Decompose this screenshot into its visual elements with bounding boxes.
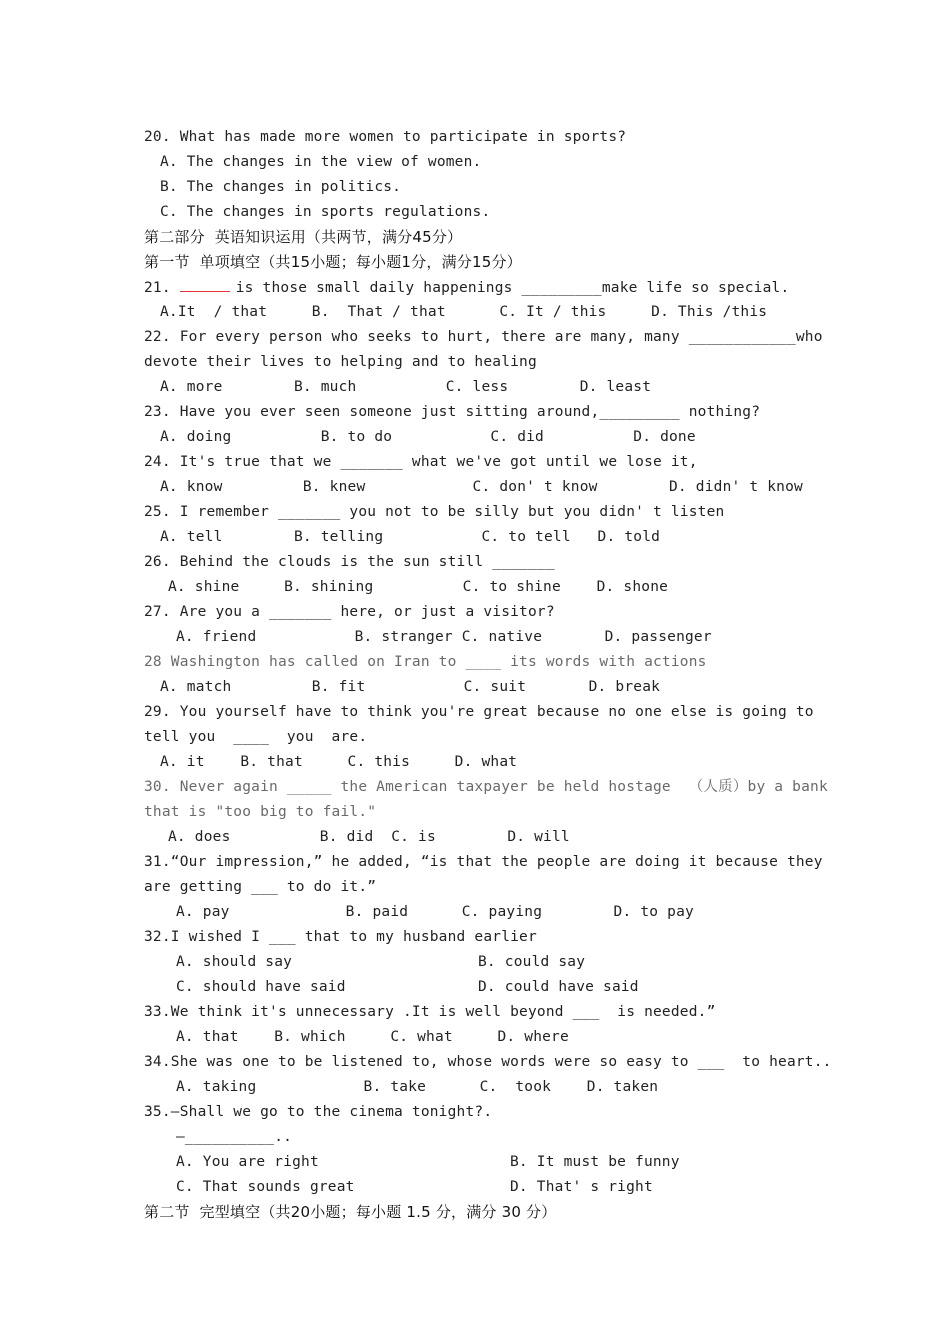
q24-stem: 24. It's true that we _______ what we've got until we lose it, [144, 454, 698, 470]
q33-stem: 33.We think it's unnecessary .It is well beyond ___ is needed.” [144, 1004, 716, 1020]
q32-stem: 32.I wished I ___ that to my husband earlier [144, 929, 537, 945]
q20-stem: 20. What has made more women to participate in sports? [144, 129, 627, 145]
q35-stem: 35.—Shall we go to the cinema tonight?. [144, 1104, 493, 1120]
q23-stem: 23. Have you ever seen someone just sitting around,_________ nothing? [144, 404, 761, 420]
q32-option-b: B. could say [478, 954, 586, 970]
section2-heading: 第二节 完型填空（共20小题；每小题 1.5 分，满分 30 分） [144, 1203, 557, 1221]
q34-options: A. taking B. take C. took D. taken [176, 1079, 659, 1095]
q21-red-blank [180, 277, 230, 292]
q29-stem-line1: 29. You yourself have to think you're great because no one else is going to [144, 704, 814, 720]
q33-options: A. that B. which C. what D. where [176, 1029, 569, 1045]
q22-stem-line1: 22. For every person who seeks to hurt, there are many, many ____________who [144, 329, 823, 345]
q30-options: A. does B. did C. is D. will [168, 829, 570, 845]
q34-stem: 34.She was one to be listened to, whose words were so easy to ___ to heart.. [144, 1054, 832, 1070]
q20-option-c: C. The changes in sports regulations. [160, 204, 491, 220]
part2-heading: 第二部分 英语知识运用（共两节，满分45分） [144, 228, 463, 246]
q20-option-b: B. The changes in politics. [160, 179, 402, 195]
section1-heading: 第一节 单项填空（共15小题；每小题1分，满分15分） [144, 253, 522, 271]
q28-stem: 28 Washington has called on Iran to ____ its words with actions [144, 654, 707, 670]
q21-stem [144, 277, 789, 298]
q20-option-a: A. The changes in the view of women. [160, 154, 482, 170]
q23-options: A. doing B. to do C. did D. done [160, 429, 696, 445]
q28-options: A. match B. fit C. suit D. break [160, 679, 661, 695]
q25-stem: 25. I remember _______ you not to be silly but you didn' t listen [144, 504, 725, 520]
q24-options: A. know B. knew C. don' t know D. didn' t know [160, 479, 803, 495]
q22-options: A. more B. much C. less D. least [160, 379, 652, 395]
q26-options: A. shine B. shining C. to shine D. shone [168, 579, 669, 595]
q35-reply: —__________.. [176, 1129, 293, 1145]
q30-stem-line1: 30. Never again _____ the American taxpayer be held hostage （人质）by a bank [144, 779, 828, 795]
q31-options: A. pay B. paid C. paying D. to pay [176, 904, 694, 920]
q35-option-c: C. That sounds great [176, 1179, 355, 1195]
q29-stem-line2: tell you ____ you are. [144, 729, 368, 745]
q25-options: A. tell B. telling C. to tell D. told [160, 529, 661, 545]
q32-option-a: A. should say [176, 954, 293, 970]
q32-option-d: D. could have said [478, 979, 639, 995]
q21-number: 21. [144, 280, 171, 296]
q31-stem-line2: are getting ___ to do it.” [144, 879, 377, 895]
q30-stem-line2: that is "too big to fail." [144, 804, 377, 820]
q27-options: A. friend B. stranger C. native D. passenger [176, 629, 712, 645]
q35-option-d: D. That' s right [510, 1179, 653, 1195]
q21-stem-text: is those small daily happenings _________make life so special. [235, 280, 790, 296]
q26-stem: 26. Behind the clouds is the sun still _______ [144, 554, 555, 570]
q27-stem: 27. Are you a _______ here, or just a visitor? [144, 604, 555, 620]
q32-option-c: C. should have said [176, 979, 346, 995]
q29-options: A. it B. that C. this D. what [160, 754, 518, 770]
q22-stem-line2: devote their lives to helping and to healing [144, 354, 537, 370]
q35-option-b: B. It must be funny [510, 1154, 680, 1170]
q35-option-a: A. You are right [176, 1154, 319, 1170]
q21-options: A.It / that B. That / that C. It / this D. This /this [160, 304, 768, 320]
q31-stem-line1: 31.“Our impression,” he added, “is that the people are doing it because they [144, 854, 823, 870]
